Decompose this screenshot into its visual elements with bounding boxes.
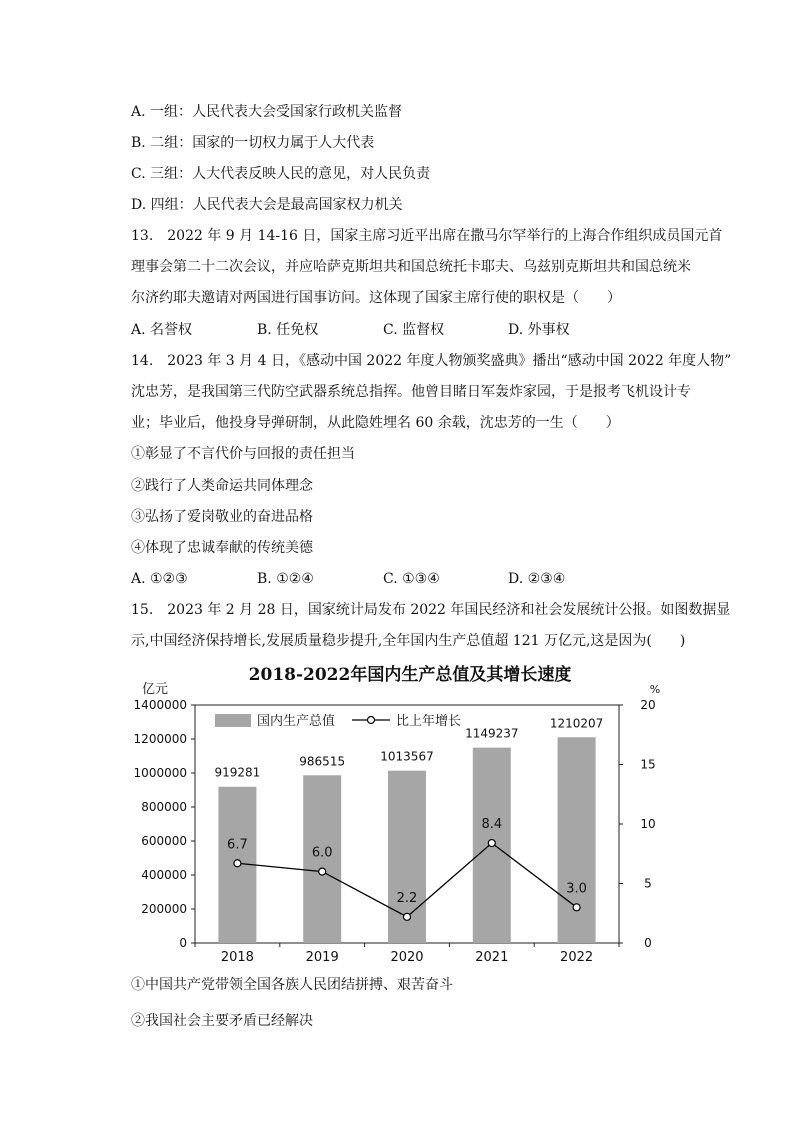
- q14-statement-4: ④体现了忠诚奉献的传统美德: [131, 540, 313, 556]
- q14-statement-3: ③弘扬了爱岗敬业的奋进品格: [131, 509, 313, 525]
- x-tick-label: 2020: [390, 950, 424, 965]
- gdp-bar-value-label: 919281: [214, 765, 261, 780]
- q13-stem-line-1: 13. 2022 年 9 月 14-16 日，国家主席习近平出席在撒马尔罕举行的上海合作组织成员国元首: [131, 228, 723, 244]
- gdp-growth-chart: [120, 655, 680, 975]
- growth-point: [319, 868, 326, 875]
- x-tick-label: 2021: [475, 950, 509, 965]
- growth-value-label: 8.4: [481, 817, 503, 833]
- chart-legend: [215, 713, 461, 729]
- legend-line-marker: [368, 717, 375, 724]
- gdp-bar-value-label: 1013567: [380, 749, 434, 764]
- growth-point: [234, 860, 241, 867]
- x-tick-label: 2022: [560, 950, 594, 965]
- q14-option-b: B. ①②④: [257, 571, 314, 587]
- y-left-tick-label: 200000: [141, 902, 187, 916]
- q15-stem-line-2: 示,中国经济保持增长,发展质量稳步提升,全年国内生产总值超 121 万亿元,这是因为( ): [131, 633, 686, 649]
- gdp-bar: [558, 737, 596, 943]
- q12-option-c: C. 三组：人大代表反映人民的意见，对人民负责: [131, 166, 431, 182]
- q13-option-c: C. 监督权: [383, 322, 445, 338]
- y-left-tick-label: 800000: [141, 800, 187, 814]
- q14-option-a: A. ①②③: [131, 571, 188, 587]
- gdp-bar-value-label: 1149237: [465, 726, 519, 741]
- q14-statement-2: ②践行了人类命运共同体理念: [131, 478, 313, 494]
- y-right-tick-label: 15: [640, 757, 656, 772]
- y-left-tick-label: 400000: [141, 868, 187, 882]
- gdp-bar-value-label: 986515: [299, 754, 346, 769]
- q14-option-c: C. ①③④: [383, 571, 440, 587]
- q14-stem-line-2: 沈忠芳，是我国第三代防空武器系统总指挥。他曾目睹日军轰炸家园，于是报考飞机设计专: [131, 384, 691, 400]
- q13-stem-line-3: 尔济约耶夫邀请对两国进行国事访问。这体现了国家主席行使的职权是（ ）: [131, 290, 621, 306]
- growth-value-label: 6.7: [227, 837, 248, 853]
- growth-value-label: 6.0: [311, 845, 333, 861]
- y-right-tick-label: 0: [644, 936, 652, 950]
- q15-statement-1: ①中国共产党带领全国各族人民团结拼搏、艰苦奋斗: [131, 977, 453, 993]
- gdp-bar-value-label: 1210207: [549, 716, 604, 731]
- chart-bars: [218, 737, 595, 943]
- q14-option-d: D. ②③④: [508, 571, 566, 587]
- y-axis-right-label: %: [649, 683, 661, 696]
- y-left-tick-label: 1400000: [133, 698, 187, 712]
- y-right-tick-label: 20: [640, 698, 656, 712]
- q13-option-d: D. 外事权: [508, 322, 570, 338]
- y-axis-left-label: 亿元: [142, 682, 169, 697]
- legend-bar-swatch: [215, 714, 251, 727]
- q12-option-a: A. 一组：人民代表大会受国家行政机关监督: [131, 104, 403, 120]
- x-tick-label: 2018: [220, 950, 254, 965]
- q13-stem-line-2: 理事会第二十二次会议，并应哈萨克斯坦共和国总统托卡耶夫、乌兹别克斯坦共和国总统米: [131, 259, 691, 275]
- q12-option-b: B. 二组：国家的一切权力属于人大代表: [131, 135, 375, 151]
- growth-point: [573, 904, 580, 911]
- q14-stem-line-1: 14. 2023 年 3 月 4 日，《感动中国 2022 年度人物颁奖盛典》播出“感动中国 2022 年度人物”: [131, 353, 732, 369]
- y-left-tick-label: 1000000: [133, 766, 187, 780]
- q15-stem-line-1: 15. 2023 年 2 月 28 日，国家统计局发布 2022 年国民经济和社会发展统计公报。如图数据显: [131, 602, 731, 618]
- legend-line-label: 比上年增长: [396, 714, 462, 729]
- legend-bar-label: 国内生产总值: [257, 714, 336, 729]
- q15-statement-2: ②我国社会主要矛盾已经解决: [131, 1013, 313, 1029]
- x-tick-label: 2019: [305, 950, 339, 965]
- growth-point: [488, 840, 495, 847]
- q14-statement-1: ①彰显了不言代价与回报的责任担当: [131, 446, 355, 462]
- y-right-tick-label: 10: [640, 817, 656, 831]
- q13-option-b: B. 任免权: [257, 322, 319, 338]
- y-right-tick-label: 5: [644, 876, 652, 891]
- y-left-tick-label: 0: [179, 936, 187, 950]
- growth-value-label: 2.2: [396, 890, 418, 906]
- growth-point: [404, 913, 411, 920]
- q12-option-d: D. 四组：人民代表大会是最高国家权力机关: [131, 197, 403, 213]
- y-left-tick-label: 1200000: [133, 732, 187, 746]
- q13-option-a: A. 名誉权: [131, 322, 193, 338]
- y-left-tick-label: 600000: [141, 834, 187, 848]
- growth-value-label: 3.0: [566, 881, 587, 897]
- chart-title: 2018-2022年国内生产总值及其增长速度: [248, 665, 572, 685]
- q14-stem-line-3: 业；毕业后，他投身导弹研制，从此隐姓埋名 60 余载，沈忠芳的一生（ ）: [131, 415, 620, 431]
